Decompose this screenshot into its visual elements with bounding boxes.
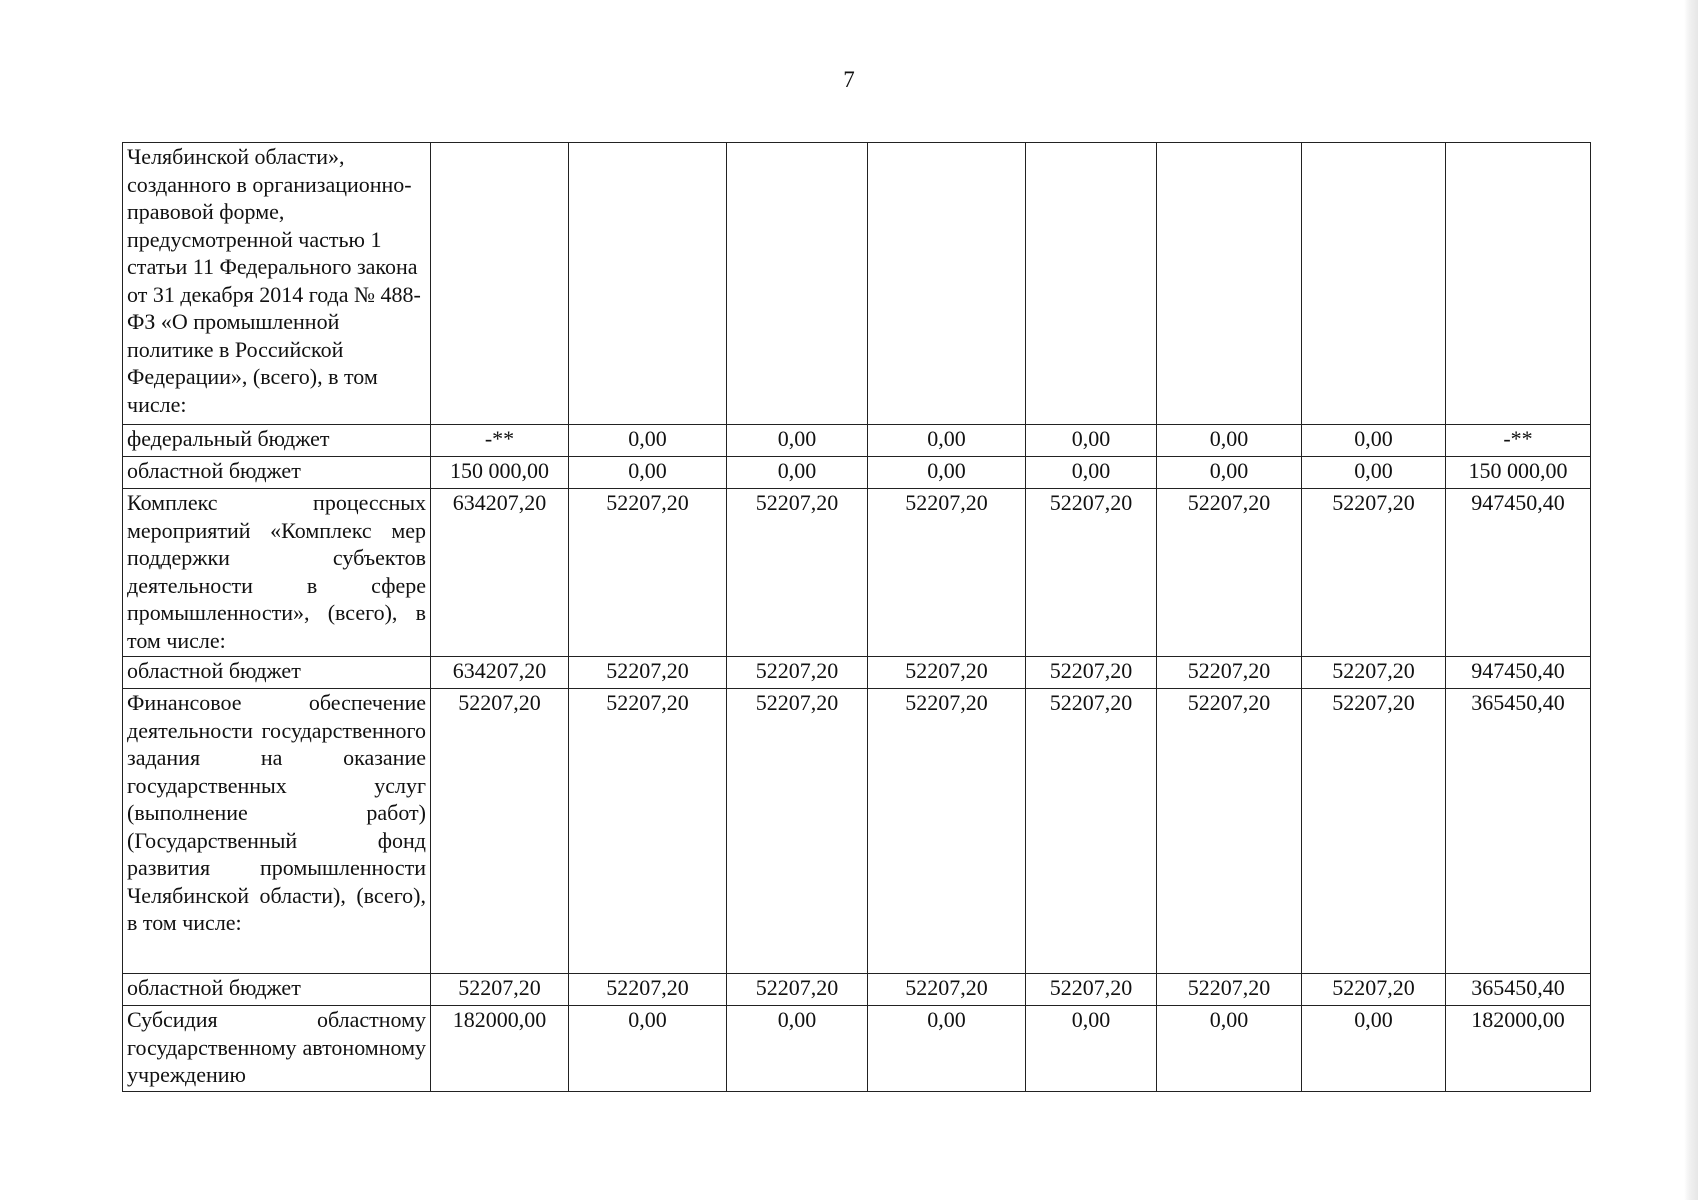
table-row (123, 425, 1591, 457)
table-row (123, 457, 1591, 489)
value-cell: 52207,20 (1026, 689, 1157, 974)
page-number: 7 (843, 67, 855, 92)
value-cell: 0,00 (868, 425, 1026, 457)
table-row (123, 143, 1591, 425)
value-cell: 634207,20 (431, 657, 569, 689)
value-cell: 52207,20 (1026, 489, 1157, 657)
value-cell: 0,00 (1302, 457, 1446, 489)
value-cell: 0,00 (1157, 457, 1302, 489)
table-row (123, 657, 1591, 689)
value-cell (1302, 143, 1446, 425)
value-cell: 52207,20 (1157, 689, 1302, 974)
row-description: федеральный бюджет (123, 425, 431, 457)
value-cell (1026, 143, 1157, 425)
table-row (123, 689, 1591, 974)
value-cell: -** (431, 425, 569, 457)
row-description: Комплекс процессных мероприятий «Комплекс мер поддержки субъектов деятельности в сфере промышленности», (всего), в том числе: (123, 489, 431, 657)
value-cell: 0,00 (727, 457, 868, 489)
value-cell: 365450,40 (1446, 689, 1591, 974)
value-cell (569, 143, 727, 425)
value-cell: 52207,20 (569, 657, 727, 689)
value-cell: 52207,20 (1026, 657, 1157, 689)
value-cell (727, 143, 868, 425)
value-cell: 0,00 (1026, 425, 1157, 457)
value-cell (1446, 143, 1591, 425)
scan-edge-shadow (1684, 0, 1698, 1200)
row-description: областной бюджет (123, 457, 431, 489)
value-cell: 182000,00 (431, 1006, 569, 1092)
value-cell: 182000,00 (1446, 1006, 1591, 1092)
value-cell: 52207,20 (431, 689, 569, 974)
value-cell: 52207,20 (1026, 974, 1157, 1006)
value-cell: 634207,20 (431, 489, 569, 657)
value-cell: 0,00 (569, 425, 727, 457)
value-cell: 0,00 (1302, 425, 1446, 457)
value-cell: 52207,20 (1157, 489, 1302, 657)
value-cell: 947450,40 (1446, 657, 1591, 689)
value-cell: 52207,20 (868, 489, 1026, 657)
row-description: областной бюджет (123, 657, 431, 689)
value-cell: 150 000,00 (431, 457, 569, 489)
value-cell: 52207,20 (1302, 974, 1446, 1006)
row-description: Финансовое обеспечение деятельности государственного задания на оказание государственных услуг (выполнение работ) (Государственный фонд развития промышленности Челябинской области), (всего), в том числе: (123, 689, 431, 974)
value-cell: 52207,20 (569, 974, 727, 1006)
value-cell (1157, 143, 1302, 425)
row-description: областной бюджет (123, 974, 431, 1006)
row-description: Субсидия областному государственному автономному учреждению (123, 1006, 431, 1092)
value-cell: 52207,20 (727, 489, 868, 657)
value-cell: 52207,20 (1157, 974, 1302, 1006)
value-cell: 0,00 (569, 1006, 727, 1092)
value-cell: 947450,40 (1446, 489, 1591, 657)
value-cell: 0,00 (569, 457, 727, 489)
value-cell: 0,00 (1157, 425, 1302, 457)
value-cell: -** (1446, 425, 1591, 457)
value-cell: 52207,20 (868, 689, 1026, 974)
value-cell: 0,00 (868, 457, 1026, 489)
value-cell: 52207,20 (1302, 689, 1446, 974)
value-cell: 52207,20 (431, 974, 569, 1006)
value-cell: 0,00 (727, 425, 868, 457)
value-cell: 0,00 (727, 1006, 868, 1092)
value-cell: 150 000,00 (1446, 457, 1591, 489)
value-cell: 52207,20 (569, 689, 727, 974)
value-cell: 0,00 (868, 1006, 1026, 1092)
value-cell (431, 143, 569, 425)
value-cell: 0,00 (1157, 1006, 1302, 1092)
value-cell: 52207,20 (868, 974, 1026, 1006)
table-row (123, 489, 1591, 657)
value-cell: 52207,20 (727, 657, 868, 689)
value-cell: 52207,20 (569, 489, 727, 657)
value-cell: 52207,20 (727, 974, 868, 1006)
value-cell: 52207,20 (868, 657, 1026, 689)
value-cell (868, 143, 1026, 425)
budget-table (122, 142, 1591, 1092)
value-cell: 52207,20 (727, 689, 868, 974)
value-cell: 0,00 (1026, 1006, 1157, 1092)
row-description: Челябинской области», созданного в организационно-правовой форме, предусмотренной частью 1 статьи 11 Федерального закона от 31 декабря 2014 года № 488-ФЗ «О промышленной политике в Российской Федерации», (всего), в том числе: (123, 143, 431, 425)
value-cell: 52207,20 (1157, 657, 1302, 689)
table-row (123, 1006, 1591, 1092)
value-cell: 52207,20 (1302, 657, 1446, 689)
table-row (123, 974, 1591, 1006)
value-cell: 0,00 (1302, 1006, 1446, 1092)
value-cell: 365450,40 (1446, 974, 1591, 1006)
value-cell: 52207,20 (1302, 489, 1446, 657)
value-cell: 0,00 (1026, 457, 1157, 489)
